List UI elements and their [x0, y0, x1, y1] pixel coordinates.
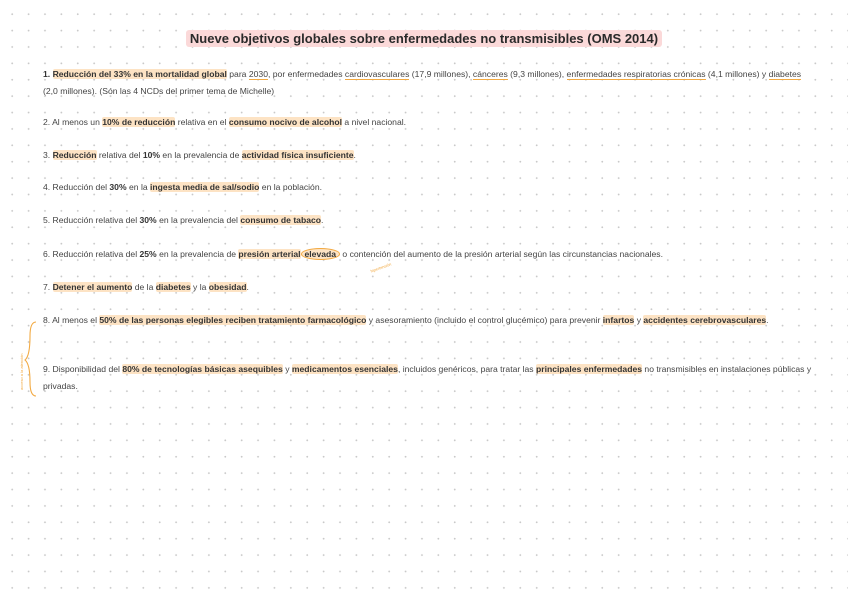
- objective-3: [43, 147, 813, 164]
- highlight: diabetes: [155, 282, 191, 292]
- objective-7: [43, 279, 813, 296]
- text: (9,3 millones),: [507, 69, 567, 79]
- highlight: Reducción: [52, 150, 97, 160]
- title-text: Nueve objetivos globales sobre enfermedades no transmisibles (OMS 2014): [186, 30, 662, 47]
- underlined-text: diabetes: [768, 69, 802, 79]
- text: , incluidos genéricos, para tratar las: [397, 364, 536, 374]
- text: en la prevalencia del: [156, 215, 241, 225]
- page-title: [0, 31, 848, 46]
- bold-text: 30%: [139, 215, 157, 225]
- text: .: [353, 150, 356, 160]
- circled-word: elevada: [301, 248, 341, 260]
- text: 5. Reducción relativa del: [43, 215, 140, 225]
- text: 6. Reducción relativa del: [43, 249, 140, 259]
- text: 3.: [43, 150, 53, 160]
- text: para: [226, 69, 249, 79]
- highlight: consumo de tabaco: [240, 215, 322, 225]
- text: relativa del: [96, 150, 143, 160]
- text: , por enfermedades: [267, 69, 345, 79]
- text: en la prevalencia de: [160, 150, 242, 160]
- text: relativa en el: [175, 117, 229, 127]
- text: y asesoramiento (incluido el control glucémico) para prevenir: [366, 315, 603, 325]
- text: en la población.: [259, 182, 322, 192]
- bracket-note: acceso a la atención: [19, 353, 24, 390]
- bold-text: 30%: [109, 182, 127, 192]
- underlined-text: 2030: [248, 69, 268, 79]
- text: 4. Reducción del: [43, 182, 110, 192]
- text: 2. Al menos un: [43, 117, 103, 127]
- underlined-text: cardiovasculares: [344, 69, 410, 79]
- text: .: [321, 215, 324, 225]
- highlight: actividad física insuficiente: [241, 150, 354, 160]
- bold-text: 10%: [142, 150, 161, 160]
- objective-2: [43, 114, 813, 131]
- highlight: 50% de las personas elegibles reciben tratamiento farmacológico: [99, 315, 367, 325]
- highlight: consumo nocivo de alcohol: [228, 117, 343, 127]
- highlight: presión arterial: [238, 249, 301, 259]
- text: (2,0 millones). (Són las 4 NCDs del primer tema de Michelle): [43, 85, 275, 96]
- text: .: [766, 315, 769, 325]
- objective-6: [43, 246, 813, 263]
- item-number: 1.: [43, 69, 53, 79]
- highlight: accidentes cerebrovasculares: [643, 315, 767, 325]
- text: y: [634, 315, 644, 325]
- highlight: 10% de reducción: [102, 117, 176, 127]
- highlight: medicamentos esenciales: [291, 364, 398, 374]
- objective-4: [43, 179, 813, 196]
- text: 8. Al menos el: [43, 315, 100, 325]
- bold-text: 25%: [139, 249, 157, 259]
- objective-1: [43, 66, 813, 99]
- bracket-stroke: [25, 322, 36, 396]
- underlined-text: enfermedades respiratorias crónicas: [566, 69, 706, 79]
- text: de la: [132, 282, 156, 292]
- objective-8: [43, 312, 813, 329]
- highlight: obesidad: [208, 282, 247, 292]
- text: 9. Disponibilidad del: [43, 364, 123, 374]
- highlight: 80% de tecnologías básicas asequibles: [122, 364, 283, 374]
- objective-9: [43, 361, 813, 394]
- text: y: [282, 364, 292, 374]
- highlight: ingesta media de sal/sodio: [150, 182, 260, 192]
- objective-5: [43, 212, 813, 229]
- text: .: [246, 282, 249, 292]
- highlight: principales enfermedades: [535, 364, 643, 374]
- text: o contención del aumento de la presión arterial según las circunstancias nacionales.: [340, 249, 663, 259]
- highlight: infartos: [602, 315, 635, 325]
- highlight: Reducción del 33% en la mortalidad global: [52, 69, 227, 79]
- highlight: Detener el aumento: [52, 282, 133, 292]
- text: 7.: [43, 282, 53, 292]
- text: en la prevalencia de: [156, 249, 239, 259]
- text: y la: [190, 282, 209, 292]
- text: en la: [126, 182, 151, 192]
- handwritten-note: hipertensión: [369, 261, 392, 274]
- side-bracket-annotation: [18, 320, 38, 400]
- text: a nivel nacional.: [342, 117, 407, 127]
- text: no transmisibles en instalaciones públicas y privadas.: [43, 364, 812, 391]
- underlined-text: cánceres: [472, 69, 508, 79]
- text: (4,1 millones) y: [705, 69, 769, 79]
- text: (17,9 millones),: [409, 69, 473, 79]
